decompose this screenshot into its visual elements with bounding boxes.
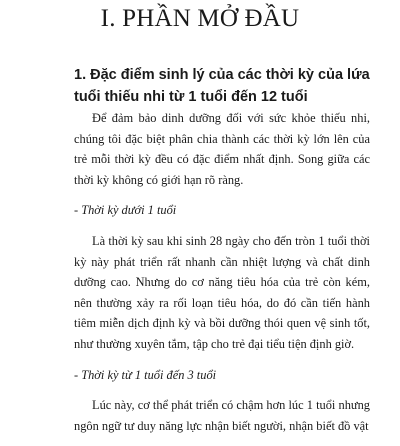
1-to-3-paragraph: Lúc này, cơ thể phát triển có chậm hơn lúc 1 tuổi nhưng ngôn ngữ tư duy năng lực nhận biết người, nhận biết đồ vật [74, 398, 370, 433]
section-heading: 1. Đặc điểm sinh lý của các thời kỳ của lứa tuổi thiếu nhi từ 1 tuổi đến 12 tuổi [74, 67, 370, 105]
subheading-under-1: - Thời kỳ dưới 1 tuổi [74, 203, 177, 218]
chapter-title: I. PHẦN MỞ ĐẦU [100, 5, 300, 32]
under-1-paragraph: Là thời kỳ sau khi sinh 28 ngày cho đến tròn 1 tuổi thời kỳ này phát triển rất nhanh cần nhiệt lượng và chất dinh dưỡng cao. Nhưng do cơ năng tiêu hóa của trẻ còn kém, nên thường xảy ra rối loạn tiêu hóa, do đó cần tiến hành tiêm miễn dịch định kỳ và bồi dưỡng thói quen vệ sinh tốt, như thường xuyên tắm, tập cho trẻ đại tiểu tiện định giờ. [74, 233, 370, 351]
intro-paragraph: Để đảm bảo dinh dưỡng đối với sức khỏe thiếu nhi, chúng tôi đặc biệt phân chia thành các thời kỳ lớn lên của trẻ mỗi thời kỳ đều có đặc điểm nhất định. Song giữa các thời kỳ không có giới hạn rõ ràng. [74, 111, 370, 187]
body-text [74, 108, 370, 446]
subheading-1-to-3: - Thời kỳ từ 1 tuổi đến 3 tuổi [74, 367, 217, 382]
